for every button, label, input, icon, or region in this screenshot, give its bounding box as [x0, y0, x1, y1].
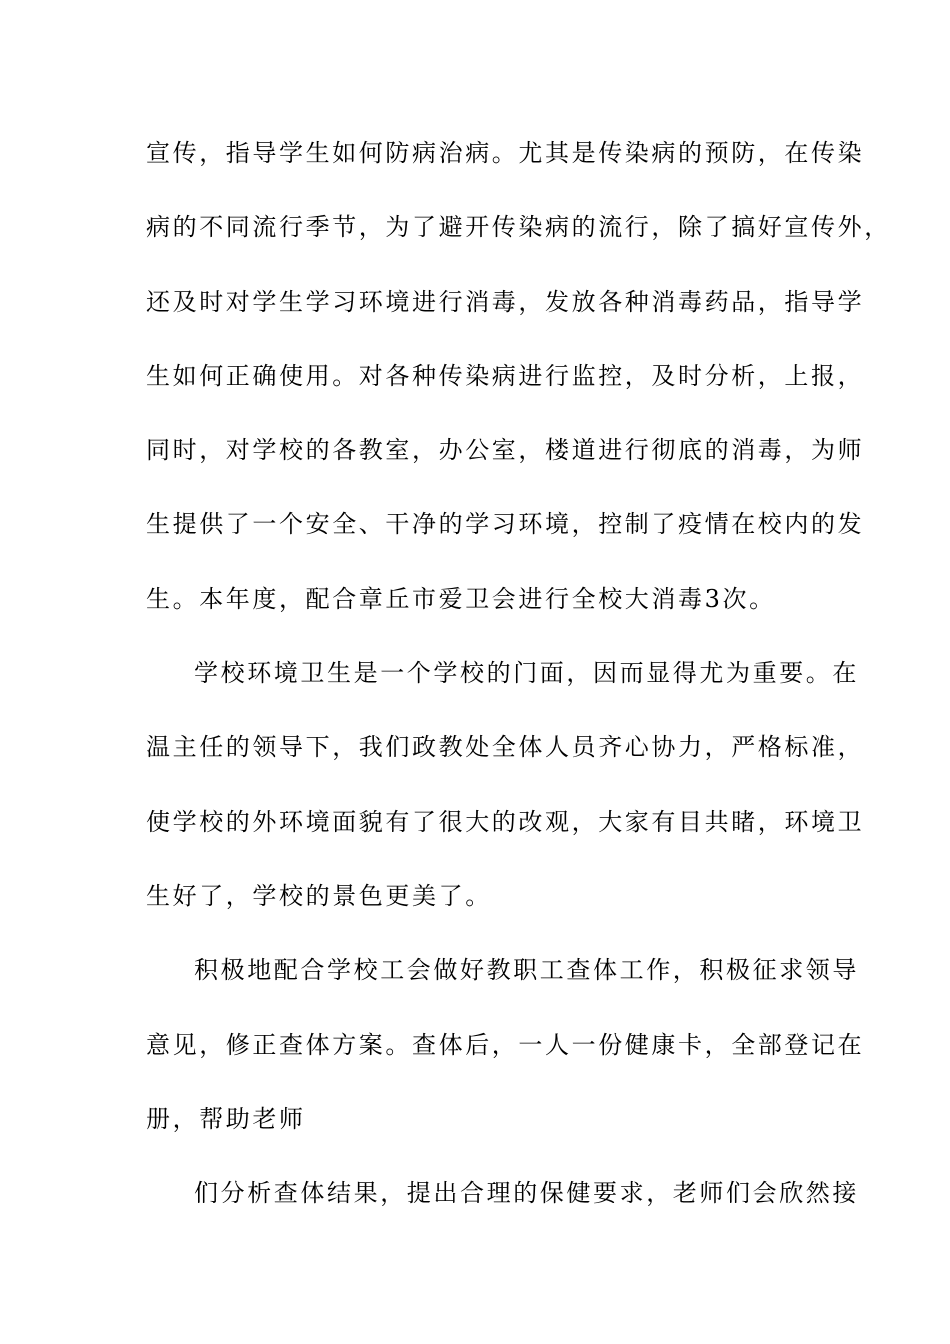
paragraph-start-line: 学校环境卫生是一个学校的门面，因而显得尤为重要。在 — [194, 659, 859, 688]
text-line: 生好了，学校的景色更美了。 — [146, 881, 492, 910]
paragraph-start-line: 积极地配合学校工会做好教职工查体工作，积极征求领导 — [194, 956, 859, 985]
text-line: 宣传，指导学生如何防病治病。尤其是传染病的预防，在传染 — [146, 139, 865, 167]
text-line: 册，帮助老师 — [146, 1104, 306, 1133]
paragraph-start-line: 们分析查体结果，提出合理的保健要求，老师们会欣然接 — [194, 1179, 859, 1208]
text-line: 生如何正确使用。对各种传染病进行监控，及时分析，上报， — [146, 361, 865, 390]
text-line: 使学校的外环境面貌有了很大的改观，大家有目共睹，环境卫 — [146, 807, 865, 836]
body-text — [146, 129, 891, 1243]
text-line: 生。本年度，配合章丘市爱卫会进行全校大消毒3次。 — [146, 584, 776, 613]
text-line: 同时，对学校的各教室，办公室，楼道进行彻底的消毒，为师 — [146, 436, 865, 465]
text-line: 还及时对学生学习环境进行消毒，发放各种消毒药品，指导学 — [146, 287, 865, 316]
text-line: 意见，修正查体方案。查体后，一人一份健康卡，全部登记在 — [146, 1030, 865, 1059]
text-line: 病的不同流行季节，为了避开传染病的流行，除了搞好宣传外， — [146, 213, 891, 242]
text-line: 生提供了一个安全、干净的学习环境，控制了疫情在校内的发 — [146, 510, 865, 539]
text-line: 温主任的领导下，我们政教处全体人员齐心协力，严格标准， — [146, 733, 865, 762]
